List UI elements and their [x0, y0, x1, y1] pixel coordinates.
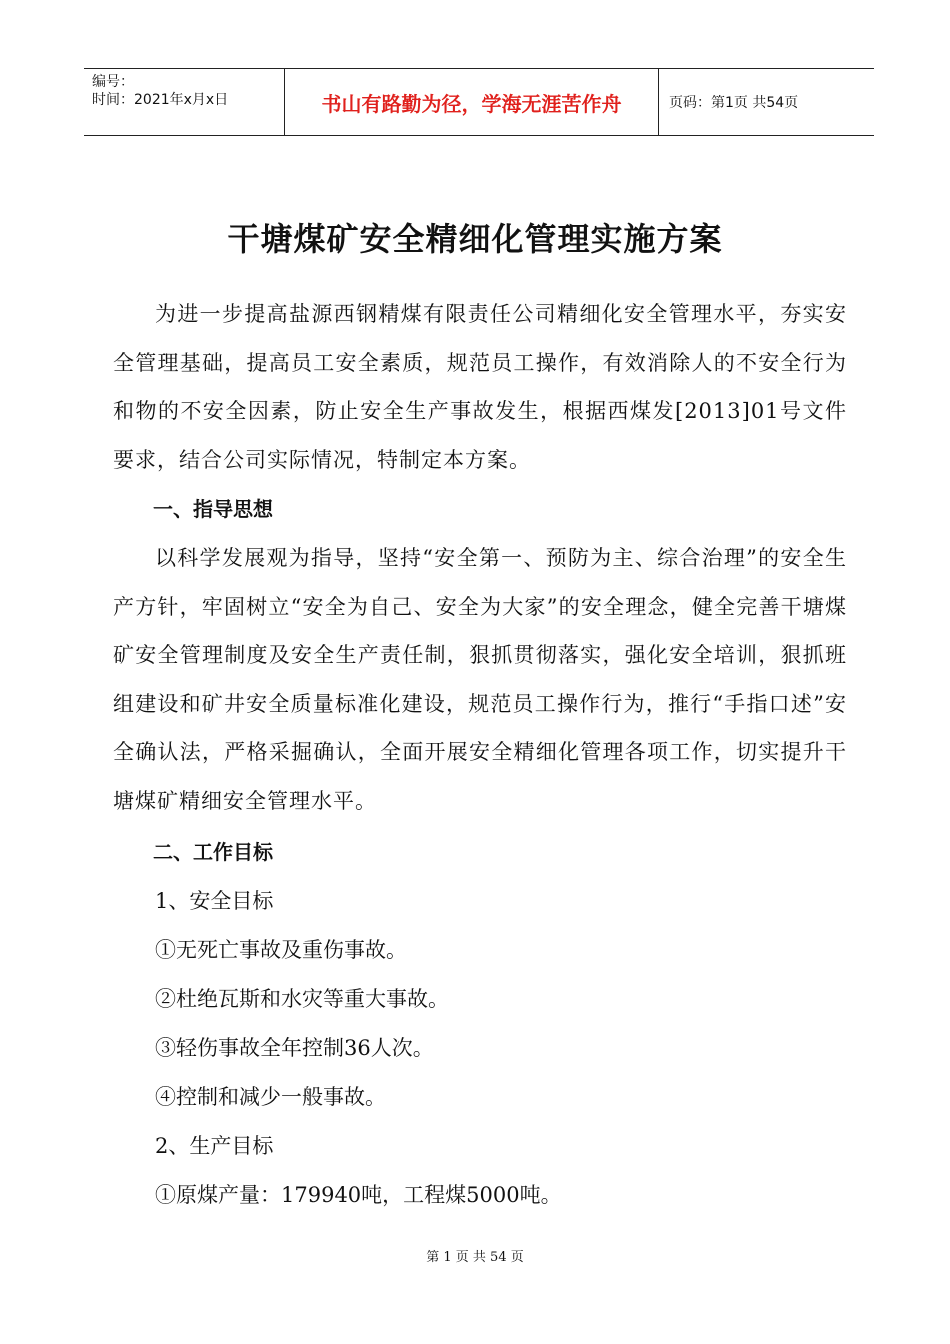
header-meta-cell: [84, 69, 285, 135]
list-item: ①原煤产量：179940吨，工程煤5000吨。: [155, 1183, 562, 1207]
document-body: [113, 290, 847, 1220]
sub-heading-production-goals: 2、生产目标: [155, 1134, 274, 1158]
document-title: 干塘煤矿安全精细化管理实施方案: [227, 220, 723, 258]
list-item: ④控制和减少一般事故。: [155, 1085, 386, 1109]
list-item: ③轻伤事故全年控制36人次。: [155, 1036, 434, 1060]
section-heading-guiding-thought: 一、指导思想: [153, 497, 273, 521]
number-label: 编号：: [92, 74, 134, 90]
page-footer: 第 1 页 共 54 页: [426, 1250, 524, 1265]
time-label: 时间：2021年x月x日: [92, 92, 229, 108]
section-heading-work-goals: 二、工作目标: [153, 840, 273, 864]
header-motto: 书山有路勤为径，学海无涯苦作舟: [285, 69, 659, 135]
intro-paragraph: 为进一步提高盐源西钢精煤有限责任公司精细化安全管理水平，夯实安全管理基础，提高员工安全素质，规范员工操作，有效消除人的不安全行为和物的不安全因素，防止安全生产事故发生，根据西煤发[2013]01号文件要求，结合公司实际情况，特制定本方案。: [113, 302, 847, 472]
document-header: [84, 68, 874, 136]
list-item: ①无死亡事故及重伤事故。: [155, 938, 407, 962]
sub-heading-safety-goals: 1、安全目标: [155, 889, 274, 913]
guiding-thought-paragraph: 以科学发展观为指导，坚持“安全第一、预防为主、综合治理”的安全生产方针，牢固树立“安全为自己、安全为大家”的安全理念，健全完善干塘煤矿安全管理制度及安全生产责任制，狠抓贯彻落实，强化安全培训，狠抓班组建设和矿井安全质量标准化建设，规范员工操作行为，推行“手指口述”安全确认法，严格采掘确认，全面开展安全精细化管理各项工作，切实提升干塘煤矿精细安全管理水平。: [113, 546, 847, 813]
header-page-info: 页码：第1页 共54页: [669, 95, 799, 111]
list-item: ②杜绝瓦斯和水灾等重大事故。: [155, 987, 449, 1011]
